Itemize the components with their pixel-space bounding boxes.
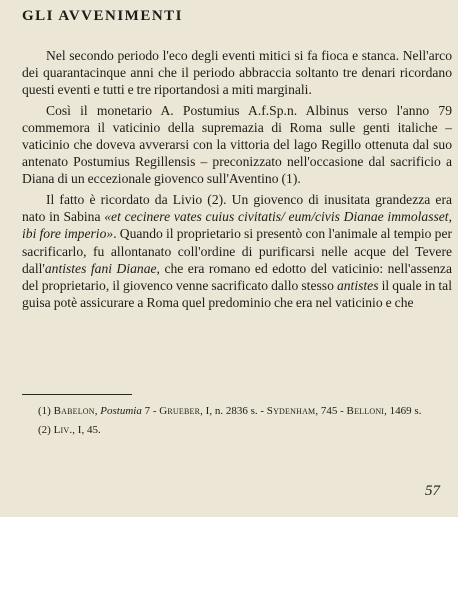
paragraph-1: Nel secondo periodo l'eco degli eventi mitici si fa fioca e stanca. Nell'arco dei quarantacinque anni che il periodo abbraccia soltanto tre denari ricordano questi eventi e tutti e tre riportandosi a miti marginali. xyxy=(22,48,452,98)
footnote-1-ref-4: , 1469 s. xyxy=(384,405,422,417)
footnote-1-ref-3: , 745 - xyxy=(315,405,347,417)
footnote-1-author-belloni: Belloni xyxy=(346,405,385,417)
running-head: GLI AVVENIMENTI xyxy=(22,8,184,24)
footnote-2 xyxy=(22,423,436,437)
footnote-1-author-sydenham: Sydenham xyxy=(266,405,316,417)
antistes-fani-dianae: antistes fani Dianae xyxy=(44,260,157,276)
antistes-term: antistes xyxy=(336,277,379,293)
footnote-1-marker: (1) xyxy=(38,405,51,417)
main-text xyxy=(22,30,452,315)
footnote-2-author-livio: Liv. xyxy=(53,424,73,436)
footnote-1-ref-1: 7 - xyxy=(141,405,160,417)
paragraph-3-text-3: , che era romano ed edotto del vaticinio: nell'assenza del proprietario, il giovenco venne sacrificato dallo stesso xyxy=(22,260,452,293)
footnote-divider xyxy=(22,394,132,395)
footnote-1-author-babelon: Babelon xyxy=(53,405,95,417)
vaticinio-quote: «et cecinere vates cuius civitatis/ eum/civis Dianae immolasset, ibi fore imperio» xyxy=(22,209,452,242)
footnote-1-work: Postumia xyxy=(100,405,142,417)
paragraph-3-text-2: . Quando il proprietario si presentò con l'animale al tempio per sacrificarlo, fu allontanato coll'ordine di purificarsi nelle acque del Tevere dall' xyxy=(22,226,453,276)
paragraph-3 xyxy=(22,191,452,310)
footnote-1: (1) Babelon, Postumia 7 - Grueber, I, n. 2836 s. - Sydenham, 745 - Belloni, 1469 s. xyxy=(38,405,422,417)
footnote-1-author-grueber: Grueber xyxy=(159,405,201,417)
footnote-2-ref: , I, 45. xyxy=(72,424,101,436)
footnote-2-marker: (2) xyxy=(38,424,51,436)
paragraph-3-text-4: il quale in tal guisa potè assicurare a Roma quel predominio che era nel vaticinio e che xyxy=(22,277,452,310)
footnote-1-ref-2: , I, n. 2836 s. - xyxy=(200,405,267,417)
footnotes xyxy=(22,404,436,442)
paragraph-3-text-1: Il fatto è ricordato da Livio (2). Un giovenco di inusitata grandezza era nato in Sabina xyxy=(22,192,452,225)
paragraph-2: Così il monetario A. Postumius A.f.Sp.n. Albinus verso l'anno 79 commemora il vaticinio della supremazia di Roma sulle genti italiche – vaticinio che doveva avverarsi con la vittoria del lago Regillo ottenuta dal suo antenato Postumius Regillensis – preconizzato nell'occasione dal sacrificio a Diana di un eccezionale giovenco sull'Aventino (1). xyxy=(22,103,452,187)
page-number: 57 xyxy=(425,483,440,499)
